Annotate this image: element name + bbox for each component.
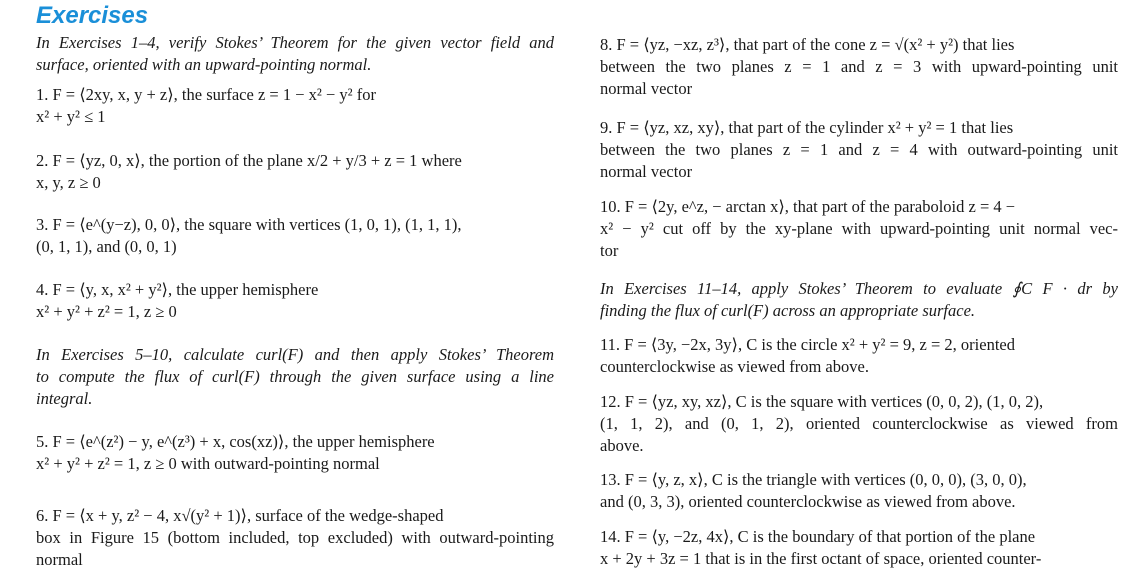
exercise-line: normal vector — [600, 79, 693, 98]
exercise-line: 12. F = ⟨yz, xy, xz⟩, C is the square with vertices (0, 0, 2), (1, 0, 2), — [600, 392, 1044, 411]
intro-exercises-5-10 — [36, 344, 554, 410]
exercise-11 — [600, 334, 1118, 378]
exercise-line: (1, 1, 2), and (0, 1, 2), oriented counterclockwise as viewed from — [600, 414, 1118, 433]
exercise-9 — [600, 117, 1118, 183]
intro-line: In Exercises 1–4, verify Stokes’ Theorem for the given vector field and — [36, 33, 554, 52]
exercise-line: 11. F = ⟨3y, −2x, 3y⟩, C is the circle x² + y² = 9, z = 2, oriented — [600, 335, 1015, 354]
intro-line: In Exercises 11–14, apply Stokes’ Theorem to evaluate ∮C F · dr by — [600, 279, 1118, 298]
exercise-line: x² + y² + z² = 1, z ≥ 0 with outward-pointing normal — [36, 454, 380, 473]
exercise-line: x + 2y + 3z = 1 that is in the first octant of space, oriented counter- — [600, 549, 1042, 568]
exercise-1 — [36, 84, 554, 128]
exercise-line: 2. F = ⟨yz, 0, x⟩, the portion of the plane x/2 + y/3 + z = 1 where — [36, 151, 462, 170]
exercise-line: 3. F = ⟨e^(y−z), 0, 0⟩, the square with vertices (1, 0, 1), (1, 1, 1), — [36, 215, 462, 234]
exercise-line: 5. F = ⟨e^(z²) − y, e^(z³) + x, cos(xz)⟩, the upper hemisphere — [36, 432, 435, 451]
exercise-line: 14. F = ⟨y, −2z, 4x⟩, C is the boundary of that portion of the plane — [600, 527, 1036, 546]
intro-line: to compute the flux of curl(F) through the given surface using a line — [36, 367, 554, 386]
exercise-5 — [36, 431, 554, 475]
exercise-line: normal vector — [600, 162, 693, 181]
exercise-line: x² − y² cut off by the xy-plane with upward-pointing unit normal vec- — [600, 219, 1118, 238]
exercise-8 — [600, 34, 1118, 100]
exercise-line: 4. F = ⟨y, x, x² + y²⟩, the upper hemisphere — [36, 280, 319, 299]
exercise-line: between the two planes z = 1 and z = 4 with outward-pointing unit — [600, 140, 1118, 159]
exercise-line: box in Figure 15 (bottom included, top excluded) with outward-pointing — [36, 528, 554, 547]
exercise-line: 1. F = ⟨2xy, x, y + z⟩, the surface z = 1 − x² − y² for — [36, 85, 376, 104]
exercise-4 — [36, 279, 554, 323]
exercise-line: x² + y² + z² = 1, z ≥ 0 — [36, 302, 177, 321]
intro-exercises-1-4 — [36, 32, 554, 76]
exercise-line: (0, 1, 1), and (0, 0, 1) — [36, 237, 177, 256]
exercise-3 — [36, 214, 554, 258]
section-heading: Exercises — [36, 2, 149, 29]
exercise-line: 6. F = ⟨x + y, z² − 4, x√(y² + 1)⟩, surface of the wedge-shaped — [36, 506, 444, 525]
intro-line: surface, oriented with an upward-pointing normal. — [36, 55, 372, 74]
exercise-line: above. — [600, 436, 644, 455]
exercise-line: x² + y² ≤ 1 — [36, 107, 106, 126]
exercise-2 — [36, 150, 554, 194]
exercise-12 — [600, 391, 1118, 457]
exercise-10 — [600, 196, 1118, 262]
intro-line: integral. — [36, 389, 93, 408]
intro-line: finding the flux of curl(F) across an appropriate surface. — [600, 301, 976, 320]
exercise-line: x, y, z ≥ 0 — [36, 173, 101, 192]
exercise-line: 9. F = ⟨yz, xz, xy⟩, that part of the cylinder x² + y² = 1 that lies — [600, 118, 1014, 137]
intro-exercises-11-14 — [600, 278, 1118, 322]
exercise-line: 8. F = ⟨yz, −xz, z³⟩, that part of the cone z = √(x² + y²) that lies — [600, 35, 1015, 54]
exercise-line: and (0, 3, 3), oriented counterclockwise as viewed from above. — [600, 492, 1016, 511]
exercise-6 — [36, 505, 554, 571]
exercise-14 — [600, 526, 1118, 570]
exercise-line: tor — [600, 241, 619, 260]
exercise-line: between the two planes z = 1 and z = 3 with upward-pointing unit — [600, 57, 1118, 76]
exercise-line: 13. F = ⟨y, z, x⟩, C is the triangle with vertices (0, 0, 0), (3, 0, 0), — [600, 470, 1027, 489]
exercise-line: normal — [36, 550, 83, 569]
exercise-13 — [600, 469, 1118, 513]
exercise-line: 10. F = ⟨2y, e^z, − arctan x⟩, that part of the paraboloid z = 4 − — [600, 197, 1016, 216]
exercise-line: counterclockwise as viewed from above. — [600, 357, 869, 376]
intro-line: In Exercises 5–10, calculate curl(F) and then apply Stokes’ Theorem — [36, 345, 554, 364]
